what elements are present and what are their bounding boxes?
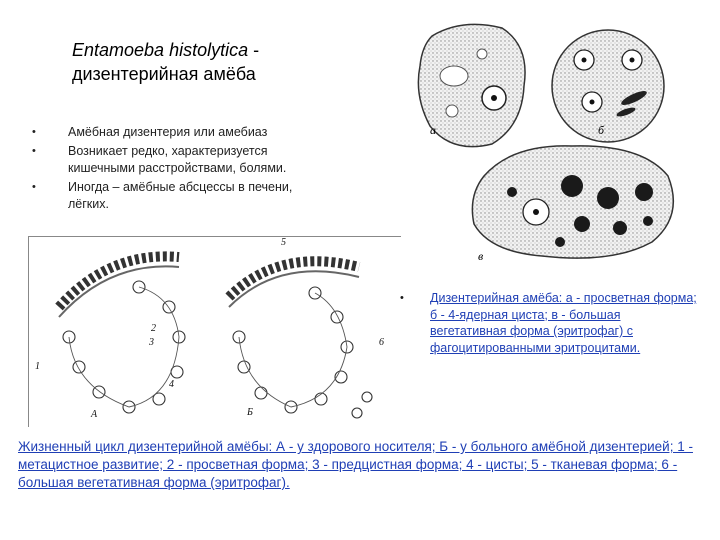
label-A: А [91,409,98,420]
label-6: 6 [379,337,384,348]
amoeba-figure [412,16,684,266]
title-latin: Entamoeba histolytica [72,40,249,60]
label-a: а [430,123,436,137]
amoeba-caption [400,290,700,356]
label-5: 5 [281,237,286,248]
life-cycle-caption-link[interactable]: Жизненный цикл дизентерийной амёбы: А - у здорового носителя; Б - у больного амёбной дизентерией; 1 - метацистное развитие; 2 - просветная форма; 3 - предцистная форма; 4 - цисты; 5 - тканевая форма; 6 - большая вегетативная форма (эритрофаг). [18,439,693,490]
life-cycle-caption [18,438,708,492]
caption-bullet: • [400,292,404,304]
label-B: Б [247,407,253,418]
label-4: 4 [169,379,174,390]
life-cycle-illustration [29,237,401,427]
title-russian: дизентерийная амёба [72,64,256,84]
amoeba-illustration [412,16,684,266]
label-2: 2 [151,323,156,334]
amoeba-caption-link[interactable]: Дизентерийная амёба: а - просветная форма; б - 4-ядерная циста; в - большая вегетативная форма (эритрофаг) с фагоцитированными эритроцитами. [430,291,697,355]
label-b: б [598,123,605,137]
label-3: 3 [149,337,154,348]
bullet-list [30,124,330,215]
bullet-item: • Возникает редко, характеризуется кишечными расстройствами, болями. [30,143,330,177]
bullet-item: • Иногда – амёбные абсцессы в печени, лёгких. [30,179,330,213]
cyst-shape [552,30,664,142]
erythrophage-shape [472,146,673,258]
label-1: 1 [35,361,40,372]
life-cycle-figure [28,236,401,427]
bullet-item: • Амёбная дизентерия или амебиаз [30,124,330,141]
slide-title [72,38,342,86]
title-dash: - [248,40,260,60]
label-c: в [478,249,484,263]
